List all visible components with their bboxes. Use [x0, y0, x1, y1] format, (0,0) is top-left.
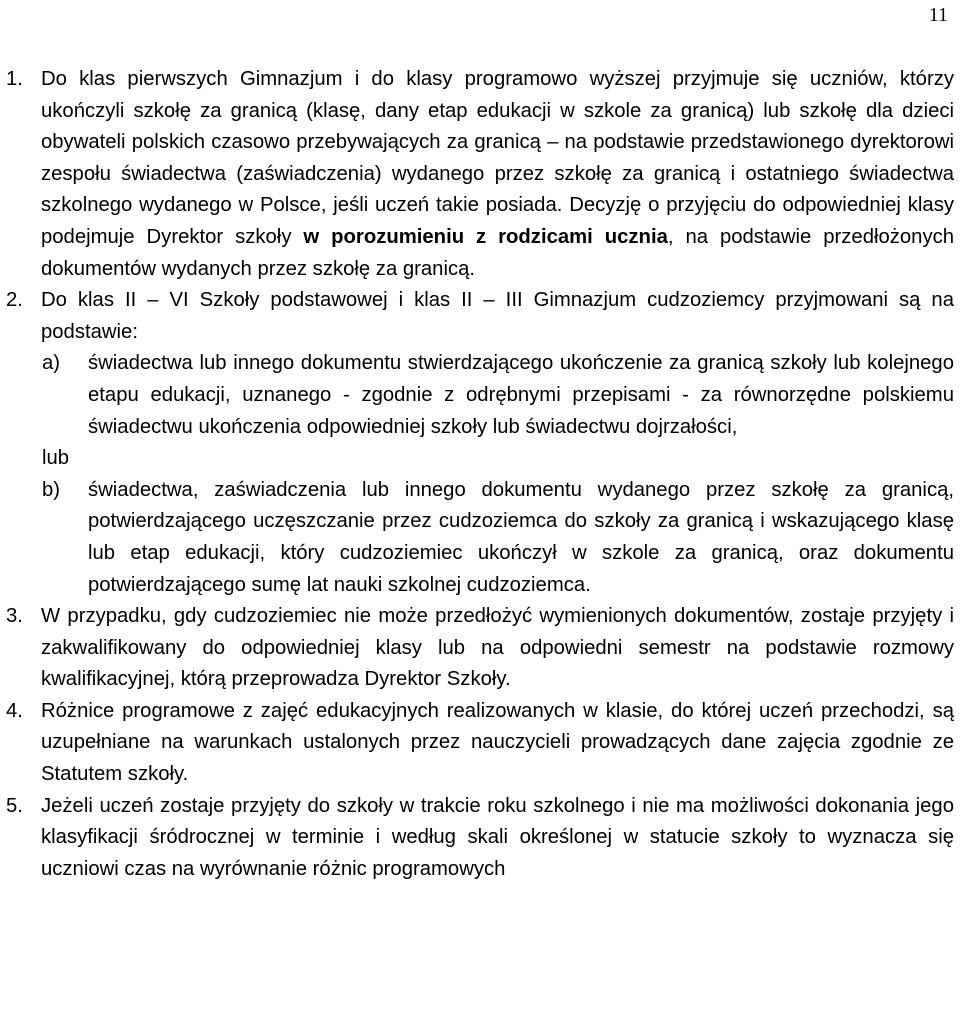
sub-item-label: a)	[42, 352, 61, 375]
item-text: Jeżeli uczeń zostaje przyjęty do szkoły w trakcie roku szkolnego i nie ma możliwości dokonania jego klasyfikacji śródrocznej w terminie i według skali określonej w statucie szkoły to wyznacza się uczniowi czas na wyrównanie różnic programowych	[41, 794, 954, 880]
sub-item-b	[6, 475, 954, 601]
item-number: 1.	[6, 68, 23, 90]
sub-item-text: świadectwa, zaświadczenia lub innego dokumentu wydanego przez szkołę za granicą, potwierdzającego uczęszczanie przez cudzoziemca do szkoły za granicą i wskazującego klasę lub etap edukacji, który cudzoziemiec ukończył w szkole za granicą, oraz dokumentu potwierdzającego sumę lat nauki szkolnej cudzoziemca.	[88, 478, 954, 596]
numbered-list	[6, 64, 954, 885]
list-item-2	[6, 285, 954, 348]
list-item-1	[6, 64, 954, 285]
list-item-4	[6, 696, 954, 791]
item-text: W przypadku, gdy cudzoziemiec nie może przedłożyć wymienionych dokumentów, zostaje przyjęty i zakwalifikowany do odpowiedniej klasy lub na odpowiedni semestr na podstawie rozmowy kwalifikacyjnej, którą przeprowadza Dyrektor Szkoły.	[41, 605, 954, 691]
sub-item-label: b)	[42, 478, 61, 501]
connector-word: lub	[42, 447, 70, 470]
list-item-3	[6, 601, 954, 696]
item-text: Do klas II – VI Szkoły podstawowej i klas II – III Gimnazjum cudzoziemcy przyjmowani są na podstawie:	[41, 289, 954, 343]
item-text-continued: , na podstawie przedłożonych dokumentów wydanych przez szkołę za granicą.	[41, 225, 955, 280]
item-number: 2.	[6, 289, 23, 312]
page-number: 11	[928, 4, 948, 26]
item-bold-text: w porozumieniu z rodzicami ucznia	[303, 225, 668, 248]
item-number: 4.	[6, 699, 23, 722]
list-item-5	[6, 791, 954, 886]
item-text: Różnice programowe z zajęć edukacyjnych realizowanych w klasie, do której uczeń przechodzi, są uzupełniane na warunkach ustalonych przez nauczycieli prowadzących dane zajęcia zgodnie ze Statutem szkoły.	[41, 699, 954, 786]
sub-item-a	[6, 348, 954, 443]
item-number: 3.	[6, 605, 23, 628]
item-text: Do klas pierwszych Gimnazjum i do klasy programowo wyższej przyjmuje się uczniów, którzy ukończyli szkołę za granicą (klasę, dany etap edukacji w szkole za granicą) lub szkołę dla dzieci obywateli polskich czasowo przebywających za granicą – na podstawie przedstawionego dyrektorowi zespołu świadectwa (zaświadczenia) wydanego przez szkołę za granicą i ostatniego świadectwa szkolnego wydanego w Polsce, jeśli uczeń takie posiada. Decyzję o przyjęciu do odpowiedniej klasy podejmuje Dyrektor szkoły	[41, 68, 954, 248]
item-number: 5.	[6, 794, 23, 817]
sub-item-text: świadectwa lub innego dokumentu stwierdzającego ukończenie za granicą szkoły lub kolejnego etapu edukacji, uznanego - zgodnie z odrębnymi przepisami - za równorzędne polskiemu świadectwu ukończenia odpowiedniej szkoły lub świadectwu dojrzałości,	[88, 352, 954, 438]
